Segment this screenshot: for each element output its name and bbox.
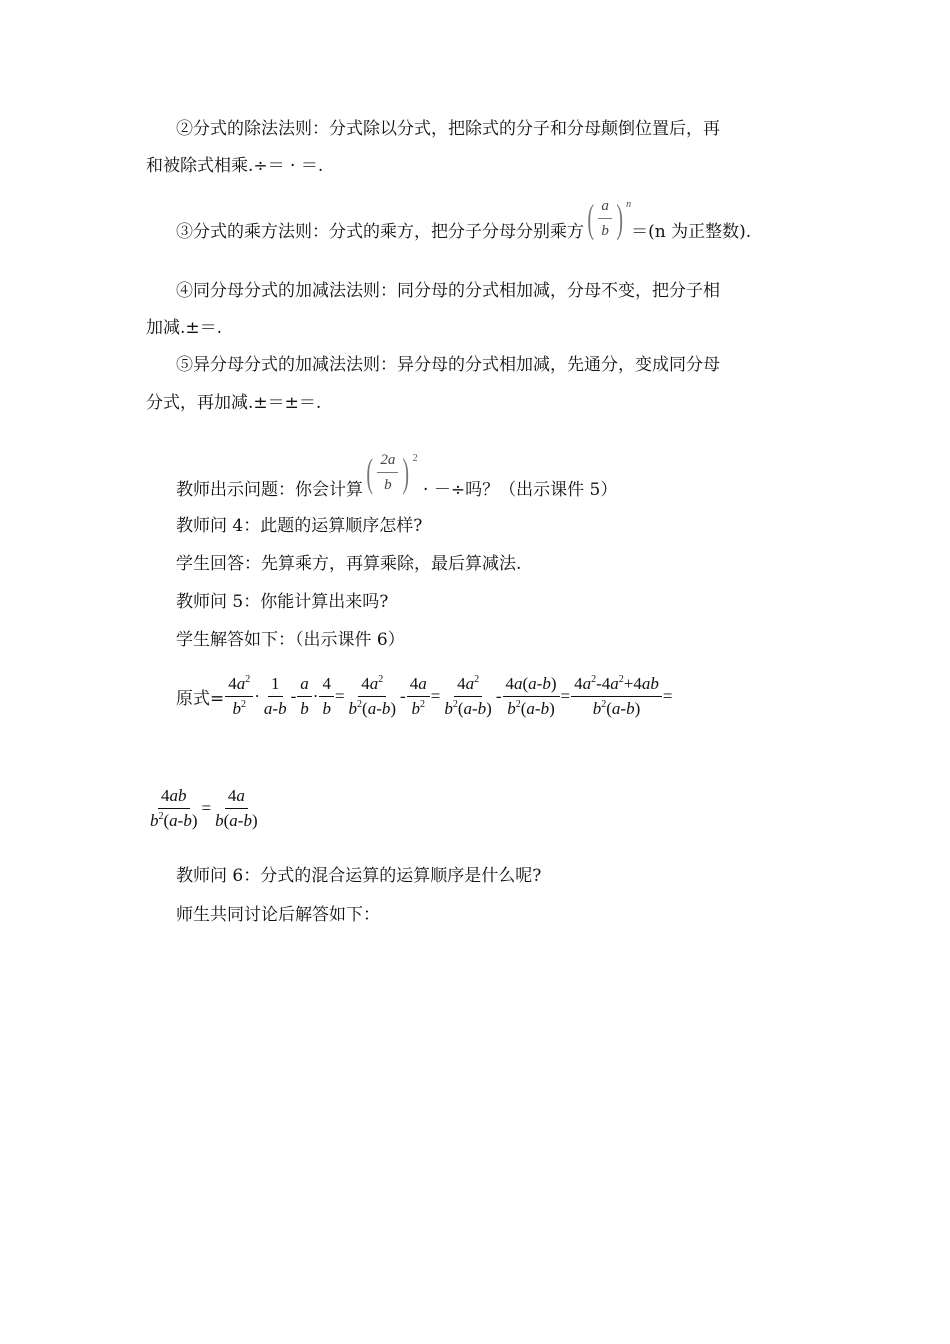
rule-diff-denominator-line2: 分式，再加减.±＝±＝. xyxy=(146,393,322,413)
rule-division-line2: 和被除式相乘.÷＝ · ＝. xyxy=(146,156,324,176)
formula-fraction: $\frac{4a(a-b)}{b^2(a-b)}$ xyxy=(503,674,560,719)
formula-fraction: $\frac{4a^2}{b^2}$ xyxy=(225,674,253,719)
rule-same-denominator-line2: 加减.±＝. xyxy=(146,318,223,338)
power-numerator: a xyxy=(598,196,612,219)
student-solution-intro: 学生解答如下：（出示课件 6） xyxy=(176,630,405,650)
rule-same-denominator-line1: ④同分母分式的加减法法则：同分母的分式相加减，分母不变，把分子相 xyxy=(176,281,720,301)
power-exponent: n xyxy=(626,198,632,210)
teacher-question-5: 教师问 5：你能计算出来吗? xyxy=(176,592,389,612)
formula-fraction: $\frac{4a}{b^2}$ xyxy=(407,674,430,719)
teacher-question-6: 教师问 6：分式的混合运算的运算顺序是什么呢? xyxy=(176,866,542,886)
rule-power-tail: ＝(n 为正整数). xyxy=(631,222,752,242)
question-fraction: ( $\frac{2a}{b}$ ) 2 xyxy=(363,450,418,495)
question-denominator: b xyxy=(384,477,392,493)
formula-fraction: $\frac{4a^2}{b^2(a-b)}$ xyxy=(348,674,397,718)
rule-division-line1: ②分式的除法法则：分式除以分式，把除式的分子和分母颠倒位置后，再 xyxy=(176,119,720,139)
power-denominator: b xyxy=(601,223,609,239)
rule-power-line xyxy=(176,195,752,255)
formula-fraction: $\frac{a}{b}$ xyxy=(297,674,312,719)
student-answer: 学生回答：先算乘方，再算乘除，最后算减法. xyxy=(176,554,522,574)
solution-formula-line2: $\frac{4ab}{b^2(a-b)}$ = $\frac{4a}{b(a-b)}$ xyxy=(146,786,262,831)
teacher-question-tail: · －÷吗？（出示课件 5） xyxy=(417,480,618,500)
rule-diff-denominator-line1: ⑤异分母分式的加减法法则：异分母的分式相加减，先通分，变成同分母 xyxy=(176,355,720,375)
power-fraction: ( $\frac{a}{b}$ ) n xyxy=(584,196,631,241)
discussion-intro: 师生共同讨论后解答如下： xyxy=(176,905,380,925)
rule-power-text: ③分式的乘方法则：分式的乘方，把分子分母分别乘方 xyxy=(176,222,584,242)
teacher-question-text: 教师出示问题：你会计算 xyxy=(176,480,363,500)
question-numerator: 2a xyxy=(377,450,398,473)
formula-fraction: $\frac{4a^2}{b^2(a-b)}$ xyxy=(444,674,492,718)
solution-formula-line1: 原式= $\frac{4a^2}{b^2}$ · $\frac{1}{a-b}$ - $\frac{a}{b}$ · $\frac{4}{b}$ = $\frac{4a^2}{b^2(a-b)}$ - $\frac{4a}{b^2}$ = $\frac{4a^2}{b^2(a-b)}$ - $\frac{4a(a-b)}{b^2(a-b)}$ = $\frac{4a^2-4a^2+4ab}{b^2(a-b)}$ = xyxy=(176,674,673,718)
formula-fraction: $\frac{4}{b}$ xyxy=(319,674,334,719)
formula-fraction: $\frac{4ab}{b^2(a-b)}$ xyxy=(150,786,198,830)
formula-fraction: $\frac{4a}{b(a-b)}$ xyxy=(215,786,258,830)
question-exponent: 2 xyxy=(412,452,418,464)
teacher-question-line xyxy=(176,449,618,513)
teacher-question-4: 教师问 4：此题的运算顺序怎样? xyxy=(176,516,423,536)
formula-fraction: $\frac{4a^2-4a^2+4ab}{b^2(a-b)}$ xyxy=(571,674,662,719)
formula-fraction: $\frac{1}{a-b}$ xyxy=(263,674,287,718)
formula-label: 原式= xyxy=(176,689,225,709)
